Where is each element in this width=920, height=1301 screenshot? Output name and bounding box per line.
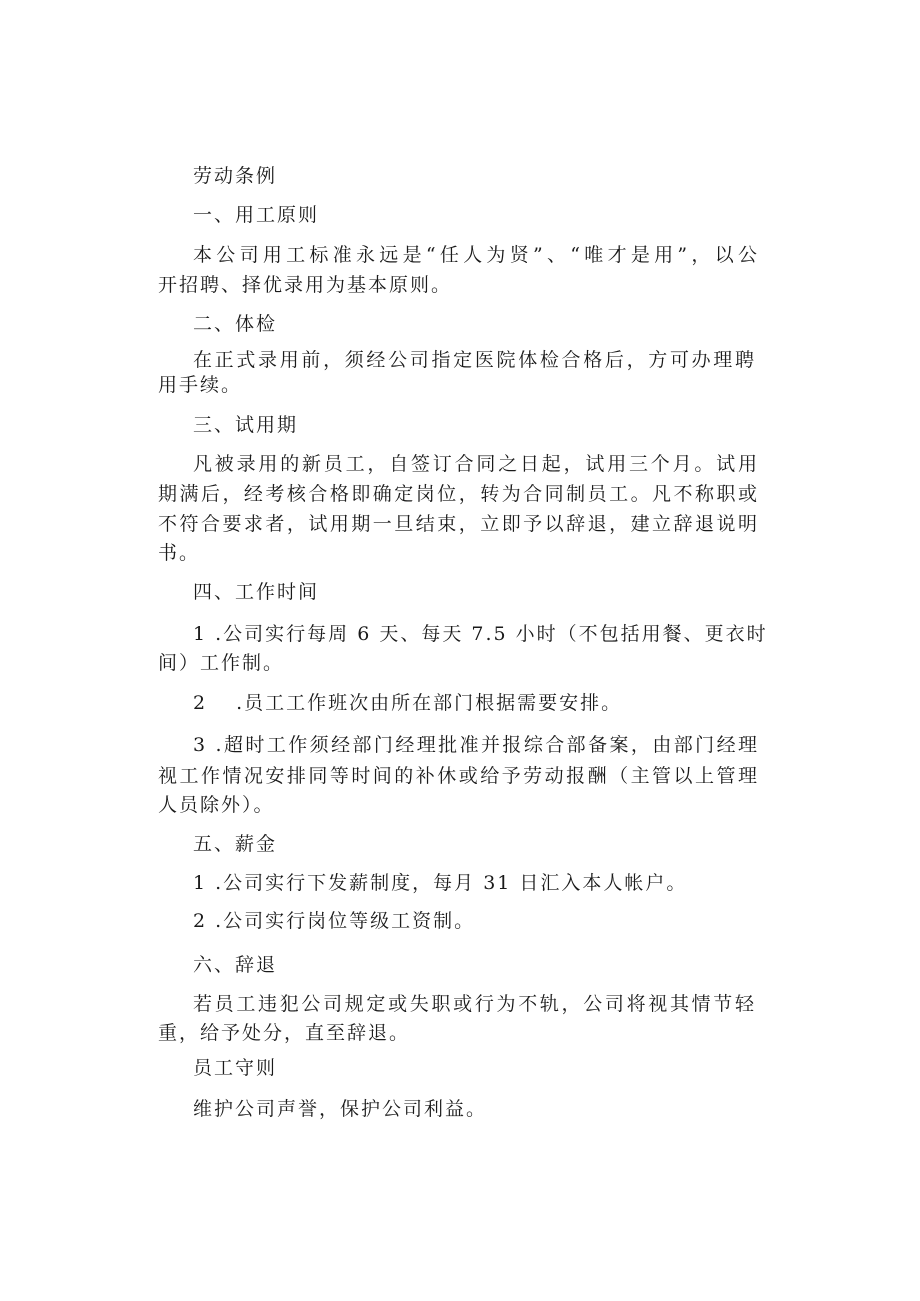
list-item-line: 2 .员工工作班次由所在部门根据需要安排。 (193, 692, 623, 714)
paragraph-line: 期满后，经考核合格即确定岗位，转为合同制员工。凡不称职或 (158, 483, 759, 505)
section-heading-dismissal: 六、辞退 (193, 954, 278, 976)
list-item-line: 间）工作制。 (158, 652, 285, 674)
paragraph-line: 书。 (158, 542, 201, 564)
rules-line: 维护公司声誉，保护公司利益。 (193, 1098, 488, 1120)
paragraph-line: 凡被录用的新员工，自签订合同之日起，试用三个月。试用 (193, 453, 759, 475)
list-item-line: 人员除外）。 (158, 794, 275, 816)
section-heading-salary: 五、薪金 (193, 833, 278, 855)
paragraph-line: 重，给予处分，直至辞退。 (158, 1022, 411, 1044)
document-title: 劳动条例 (193, 165, 278, 187)
paragraph-line: 若员工违犯公司规定或失职或行为不轨，公司将视其情节轻 (193, 993, 756, 1015)
section-heading-hiring: 一、用工原则 (193, 204, 320, 226)
list-item-line: 1 .公司实行下发薪制度，每月 31 日汇入本人帐户。 (193, 872, 688, 894)
list-item-line: 2 .公司实行岗位等级工资制。 (193, 910, 476, 932)
section-heading-medical: 二、体检 (193, 313, 278, 335)
paragraph-line: 开招聘、择优录用为基本原则。 (158, 274, 453, 296)
rules-heading: 员工守则 (193, 1057, 278, 1079)
section-heading-probation: 三、试用期 (193, 414, 299, 436)
paragraph-line: 不符合要求者，试用期一旦结束，立即予以辞退，建立辞退说明 (158, 513, 759, 535)
paragraph-line: 在正式录用前，须经公司指定医院体检合格后，方可办理聘 (193, 349, 756, 371)
list-item-line: 3 .超时工作须经部门经理批准并报综合部备案，由部门经理 (193, 734, 759, 756)
paragraph-line: 用手续。 (158, 374, 243, 396)
list-item-line: 1 .公司实行每周 6 天、每天 7.5 小时（不包括用餐、更衣时 (193, 623, 768, 645)
list-item-line: 视工作情况安排同等时间的补休或给予劳动报酬（主管以上管理 (158, 765, 759, 787)
section-heading-working-hours: 四、工作时间 (193, 581, 320, 603)
paragraph-line: 本公司用工标准永远是“任人为贤”、“唯才是用”，以公 (193, 244, 759, 266)
